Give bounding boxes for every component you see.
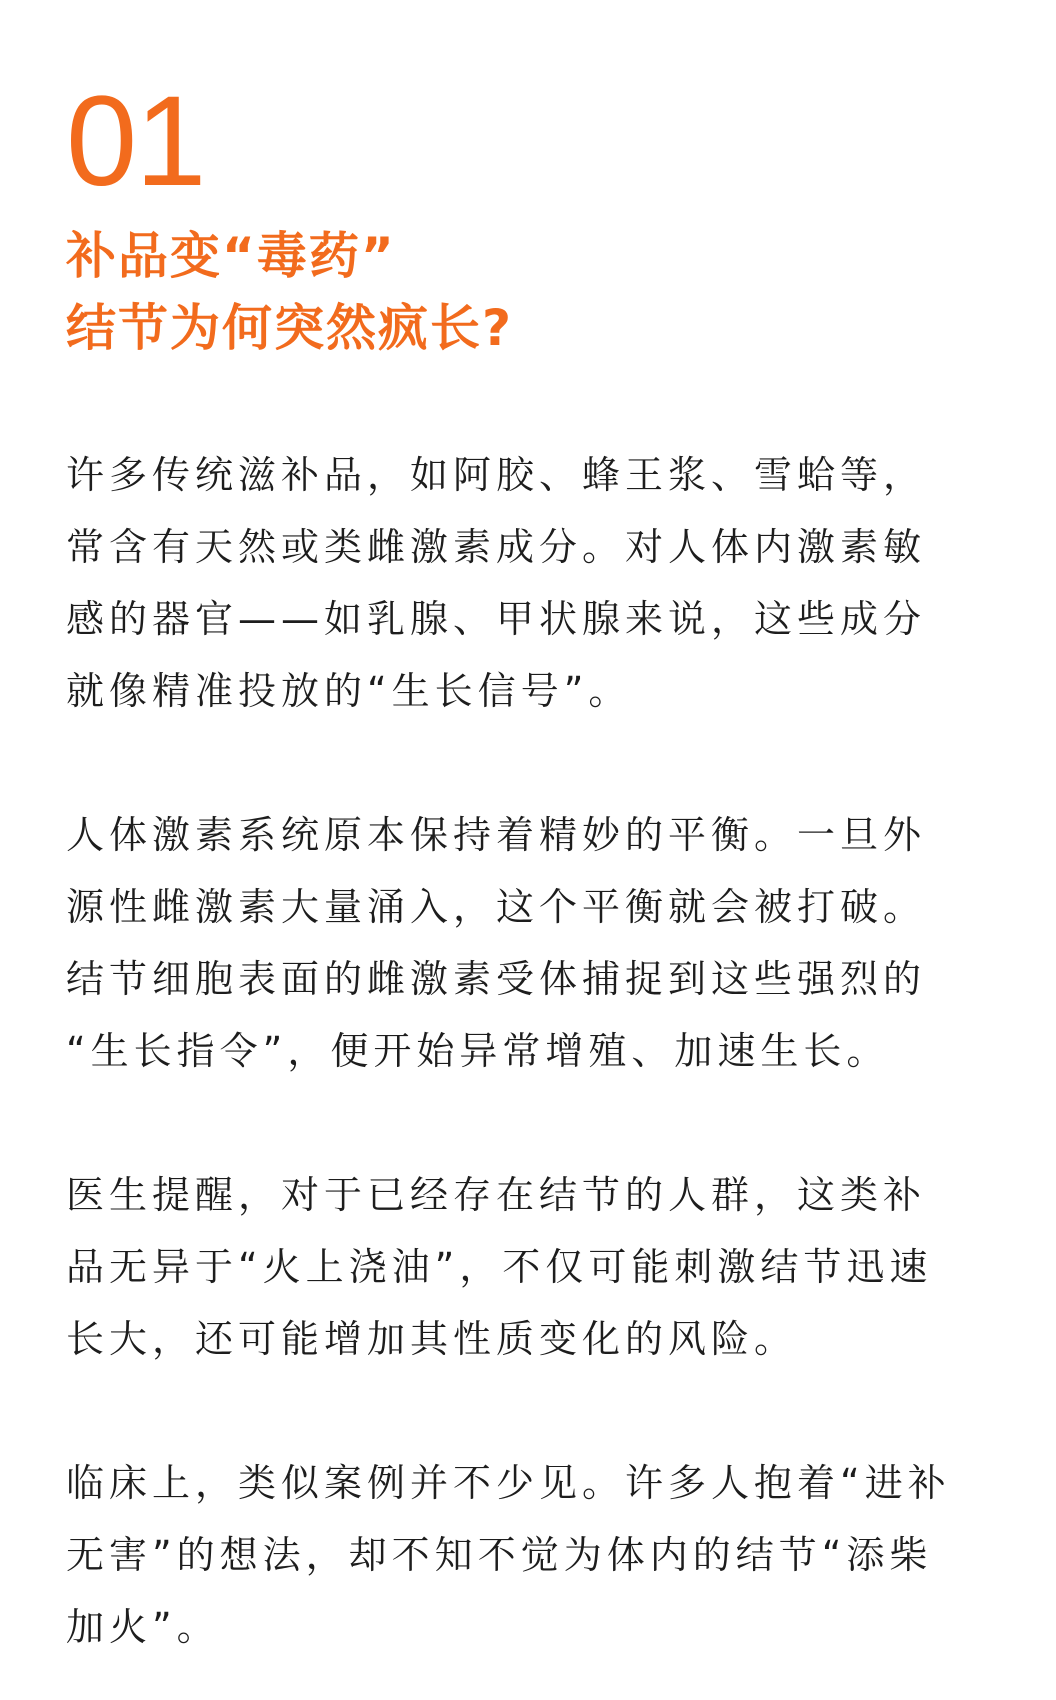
paragraph-doctor-warning [66,1159,988,1375]
headline-line: 补品变“毒药” [66,227,396,285]
text-line: 人体激素系统原本保持着精妙的平衡。一旦外 [66,813,927,857]
text-line: 源性雌激素大量涌入，这个平衡就会被打破。 [66,885,927,929]
article-body [66,439,988,1663]
headline-line: 结节为何突然疯长? [66,299,514,357]
paragraph-hormone-balance [66,799,988,1087]
text-line: “生长指令”，便开始异常增殖、加速生长。 [66,1029,890,1073]
paragraph-clinical-cases [66,1447,988,1663]
section-headline [66,220,988,364]
text-line: 无害”的想法，却不知不觉为体内的结节“添柴 [66,1533,933,1577]
text-line: 许多传统滋补品，如阿胶、蜂王浆、雪蛤等， [66,453,927,497]
paragraph-supplements [66,439,988,727]
text-line: 常含有天然或类雌激素成分。对人体内激素敏 [66,525,927,569]
text-line: 结节细胞表面的雌激素受体捕捉到这些强烈的 [66,957,927,1001]
text-line: 加火”。 [66,1605,220,1649]
text-line: 感的器官——如乳腺、甲状腺来说，这些成分 [66,597,927,641]
text-line: 临床上，类似案例并不少见。许多人抱着“进补 [66,1461,951,1505]
text-line: 品无异于“火上浇油”，不仅可能刺激结节迅速 [66,1245,933,1289]
section-number: 01 [66,70,205,213]
text-line: 长大，还可能增加其性质变化的风险。 [66,1317,798,1361]
text-line: 医生提醒，对于已经存在结节的人群，这类补 [66,1173,927,1217]
text-line: 就像精准投放的“生长信号”。 [66,669,632,713]
